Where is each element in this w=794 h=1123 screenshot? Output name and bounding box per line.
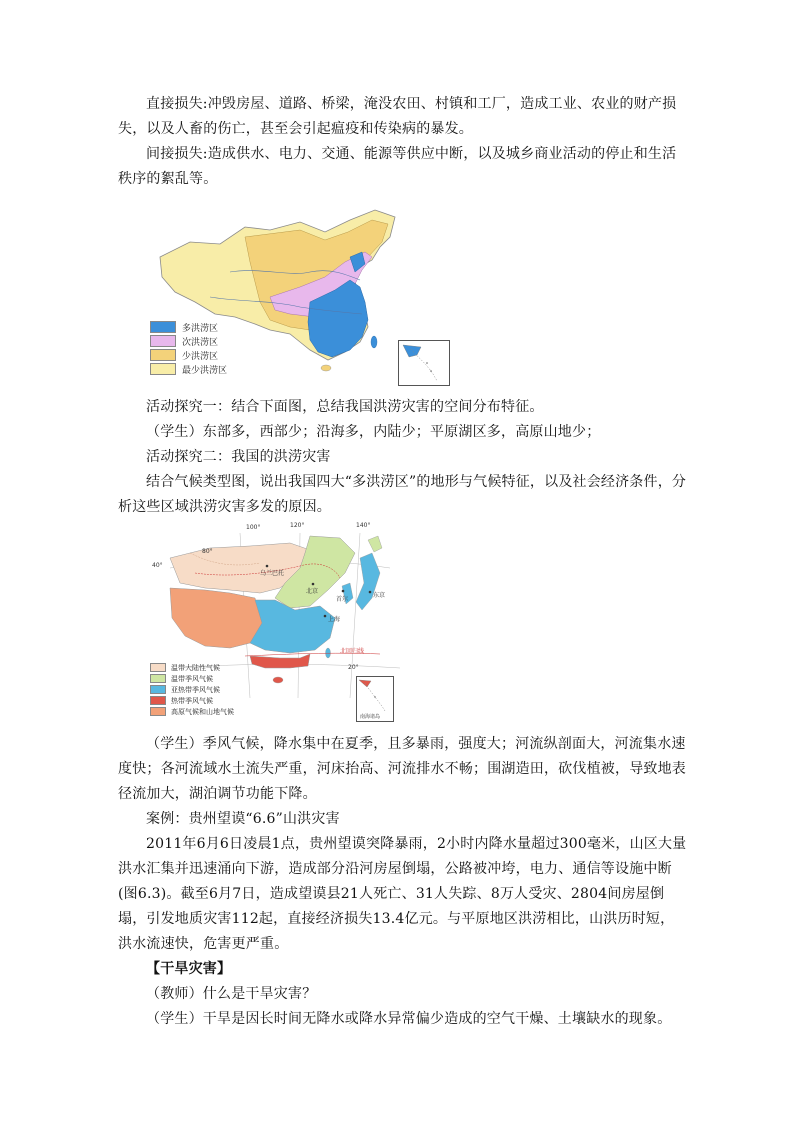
climate-type-map xyxy=(150,522,408,726)
legend-swatch xyxy=(150,674,166,683)
inset-map-graphic xyxy=(399,341,449,385)
latitude-label-20: 20° xyxy=(348,664,359,671)
legend-item xyxy=(150,662,234,673)
paragraph-direct-loss: 直接损失:冲毁房屋、道路、桥梁，淹没农田、村镇和工厂，造成工业、农业的财产损失，以及人畜的伤亡，甚至会引起瘟疫和传染病的暴发。 xyxy=(118,96,677,137)
legend-label: 次洪涝区 xyxy=(182,337,219,348)
legend-label: 高原气候和山地气候 xyxy=(171,707,234,716)
legend-item xyxy=(150,684,234,695)
latitude-label-40: 40° xyxy=(152,562,163,569)
paragraph-student-answer-1: （学生）东部多，西部少；沿海多，内陆少；平原湖区多，高原山地少； xyxy=(146,424,601,440)
legend-item xyxy=(150,695,234,706)
longitude-label-80: 80° xyxy=(202,548,213,555)
legend-swatch xyxy=(150,663,166,672)
legend-swatch xyxy=(150,707,166,716)
document-page xyxy=(118,92,688,1032)
section-heading-drought: 【干旱灾害】 xyxy=(146,961,232,977)
inset-label: 南海诸岛 xyxy=(360,714,381,720)
legend-item xyxy=(150,673,234,684)
paragraph-case-body: 2011年6月6日凌晨1点，贵州望谟突降暴雨，2小时内降水量超过300毫米，山区大量洪水汇集并迅速涌向下游，造成部分沿河房屋倒塌，公路被冲垮，电力、通信等设施中断(图6.3)。截至6月7日，造成望谟县21人死亡、31人失踪、8万人受灾、2804间房屋倒塌，引发地质灾害112起，直接经济损失13.4亿元。与平原地区洪涝相比，山洪历时短，洪水流速快，危害更严重。 xyxy=(118,836,687,952)
city-label-shanghai: 上海 xyxy=(328,616,341,623)
south-china-sea-inset xyxy=(356,676,394,722)
legend-swatch xyxy=(150,335,176,347)
legend-item xyxy=(150,706,234,717)
paragraph-student-answer-3: （学生）干旱是因长时间无降水或降水异常偏少造成的空气干燥、土壤缺水的现象。 xyxy=(146,1011,672,1027)
legend-swatch xyxy=(150,685,166,694)
paragraph-student-answer-2: （学生）季风气候，降水集中在夏季，且多暴雨，强度大；河流纵剖面大，河流集水速度快；各河流域水土流失严重，河床抬高、河流排水不畅；围湖造田，砍伐植被，导致地表径流加大，湖泊调节功能下降。 xyxy=(118,736,686,802)
flood-distribution-map xyxy=(150,202,450,387)
legend-item xyxy=(150,348,227,362)
legend-item xyxy=(150,362,227,376)
legend-label: 最少洪涝区 xyxy=(182,365,228,376)
paragraph-indirect-loss: 间接损失:造成供水、电力、交通、能源等供应中断，以及城乡商业活动的停止和生活秩序的絮乱等。 xyxy=(118,146,677,187)
city-label-beijing: 北京 xyxy=(306,588,319,595)
flood-map-legend xyxy=(150,320,227,376)
city-label-seoul: 首尔 xyxy=(336,596,349,603)
tropic-of-cancer-label: 北回归线 xyxy=(340,648,365,655)
legend-label: 亚热带季风气候 xyxy=(171,685,220,694)
longitude-label-120: 120° xyxy=(290,522,305,529)
legend-item xyxy=(150,320,227,334)
legend-swatch xyxy=(150,363,176,375)
longitude-label-100: 100° xyxy=(246,524,261,531)
legend-swatch xyxy=(150,321,176,333)
city-label-tokyo: 东京 xyxy=(373,592,386,599)
paragraph-activity-2: 活动探究二：我国的洪涝灾害 xyxy=(146,449,331,465)
legend-item xyxy=(150,334,227,348)
legend-label: 温带大陆性气候 xyxy=(171,663,220,672)
legend-label: 温带季风气候 xyxy=(171,674,213,683)
legend-swatch xyxy=(150,696,166,705)
paragraph-teacher-question: （教师）什么是干旱灾害？ xyxy=(146,986,317,1002)
south-china-sea-inset xyxy=(398,340,450,386)
legend-label: 少洪涝区 xyxy=(182,351,219,362)
paragraph-case-title: 案例：贵州望谟“6.6”山洪灾害 xyxy=(146,811,340,827)
legend-label: 多洪涝区 xyxy=(182,323,219,334)
legend-swatch xyxy=(150,349,176,361)
climate-map-legend xyxy=(150,662,234,717)
legend-label: 热带季风气候 xyxy=(171,696,213,705)
longitude-label-140: 140° xyxy=(356,522,371,529)
city-label-ulaanbaatar: 乌兰巴托 xyxy=(260,570,285,577)
paragraph-activity-1: 活动探究一：结合下面图，总结我国洪涝灾害的空间分布特征。 xyxy=(146,399,544,415)
paragraph-activity-2-desc: 结合气候类型图，说出我国四大“多洪涝区”的地形与气候特征，以及社会经济条件，分析这些区域洪涝灾害多发的原因。 xyxy=(118,474,687,515)
